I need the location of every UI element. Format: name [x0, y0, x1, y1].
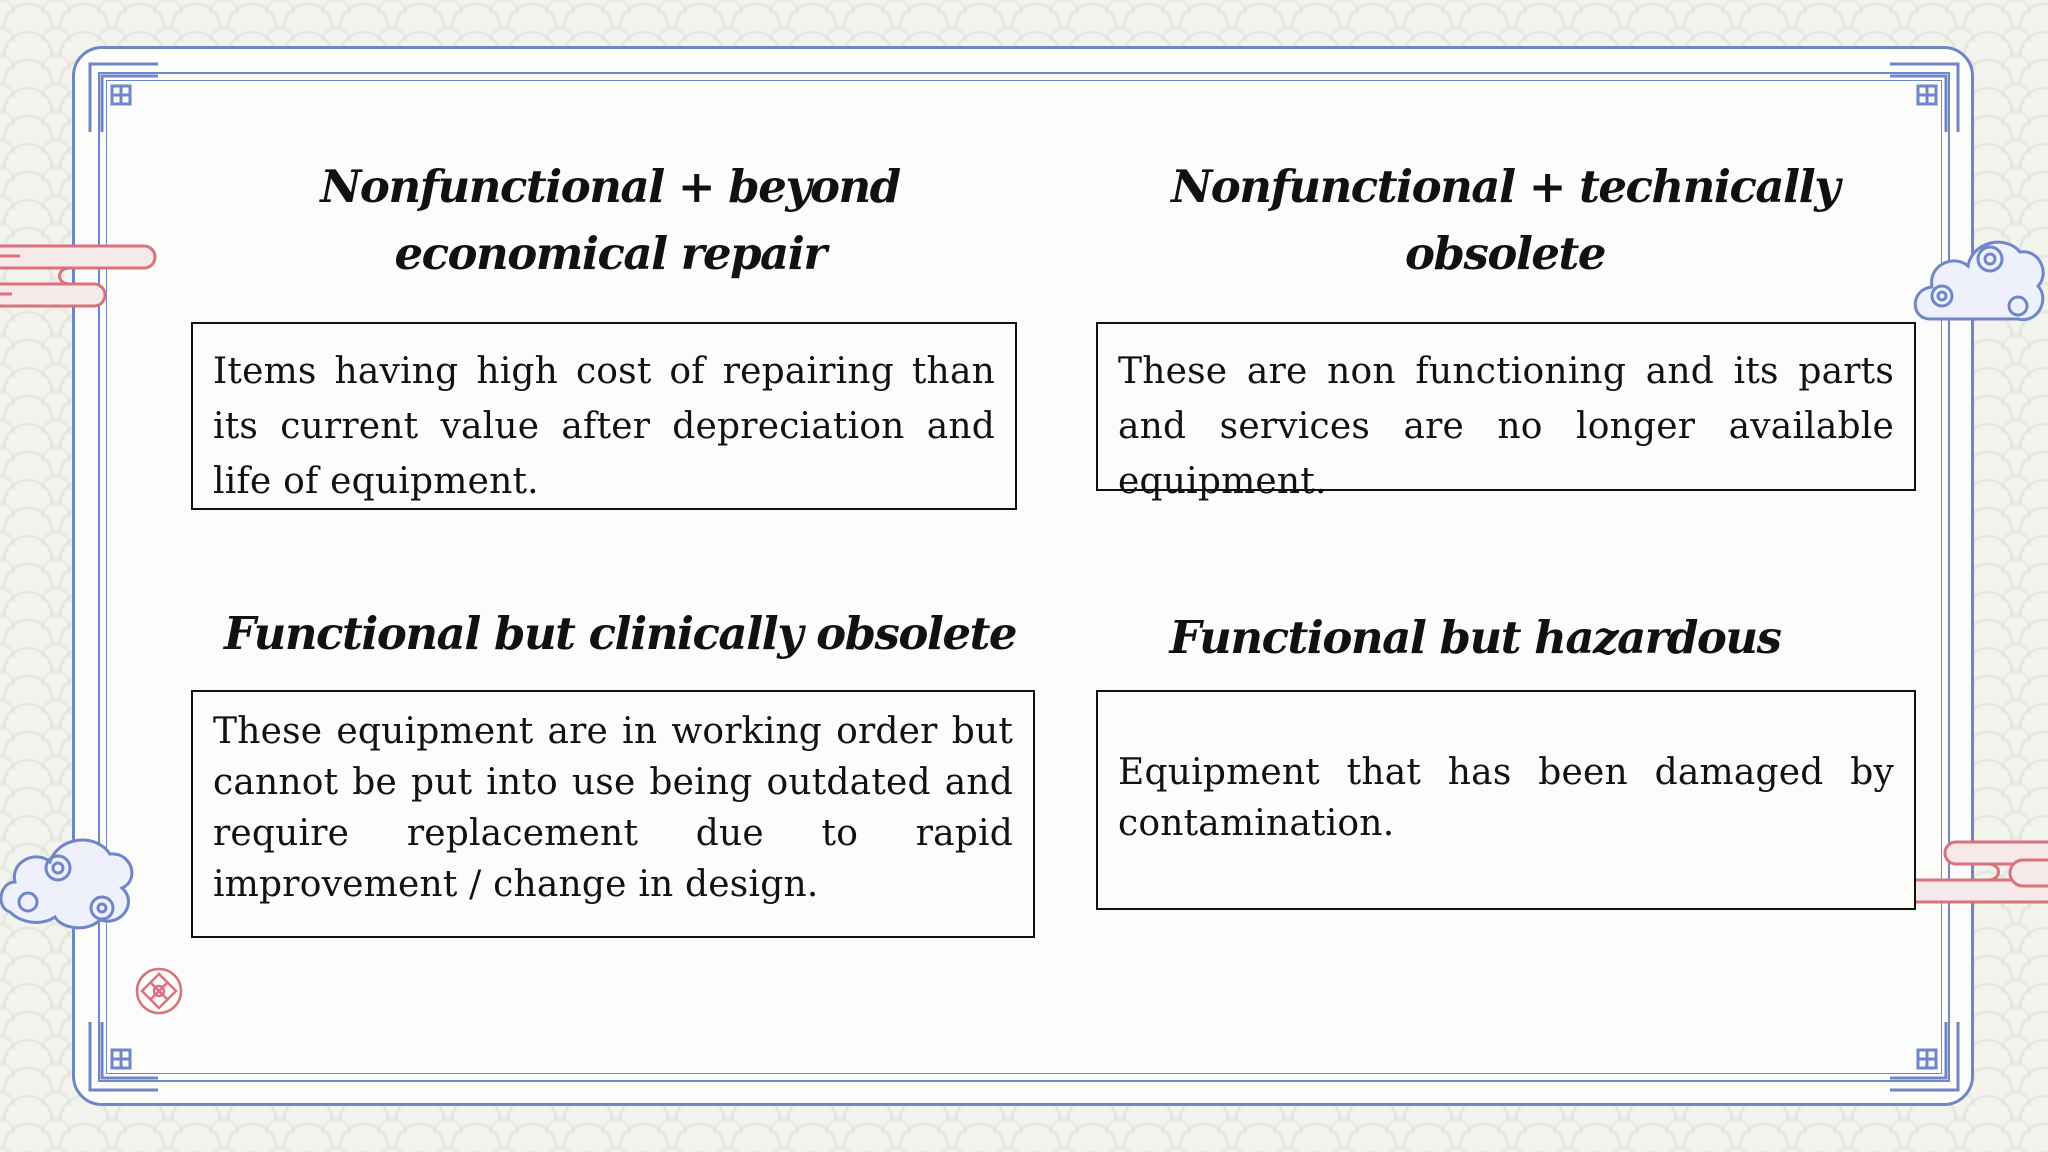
- card-text-technically-obsolete: These are non functioning and its parts and services are no longer available equipment.: [1118, 351, 1894, 502]
- fret-corner-icon: [88, 62, 160, 134]
- cloud-right-icon: [1910, 224, 2048, 334]
- fret-corner-icon: [1888, 1020, 1960, 1092]
- card-heading-beyond-repair: Nonfunctional + beyond economical repair: [320, 160, 900, 280]
- card-heading-hazardous: Functional but hazardous: [1169, 611, 1781, 664]
- card-text-hazardous: Equipment that has been damaged by contamination.: [1118, 752, 1894, 844]
- card-box-technically-obsolete: [1096, 322, 1916, 502]
- fret-corner-icon: [1888, 62, 1960, 134]
- card-heading-clinically-obsolete: Functional but clinically obsolete: [223, 607, 1017, 660]
- cloud-bar-left-icon: [0, 240, 165, 315]
- card-box-beyond-repair: [191, 322, 1017, 510]
- fret-corner-icon: [88, 1020, 160, 1092]
- card-heading-technically-obsolete: Nonfunctional + technically obsolete: [1171, 160, 1839, 280]
- knot-ornament-icon: [134, 966, 184, 1016]
- card-text-clinically-obsolete: These equipment are in working order but cannot be put into use being outdated and require replacement due to rapid improvement / change in design.: [213, 711, 1013, 905]
- cloud-left-icon: [0, 822, 140, 932]
- card-box-hazardous: [1096, 690, 1916, 910]
- card-text-beyond-repair: Items having high cost of repairing than its current value after depreciation and life of equipment.: [213, 351, 995, 502]
- card-box-clinically-obsolete: [191, 690, 1035, 938]
